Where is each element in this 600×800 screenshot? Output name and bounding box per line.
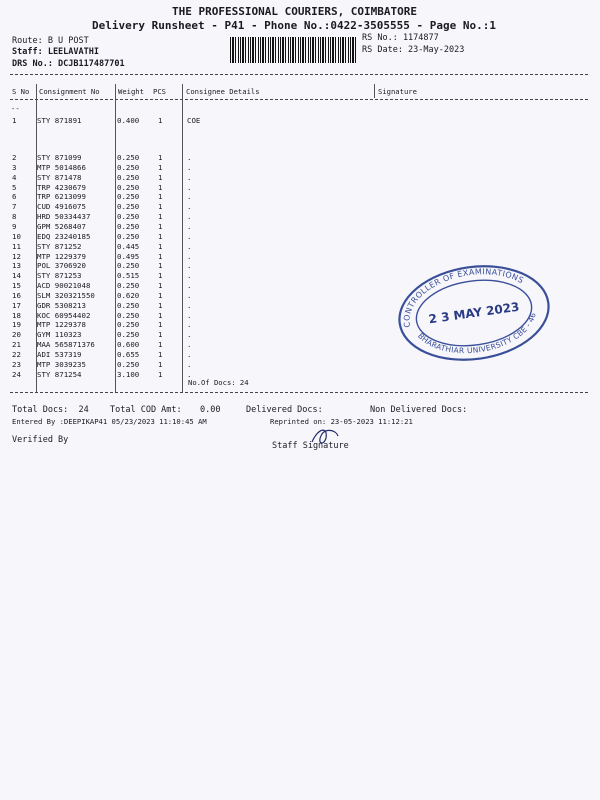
- row-consignment: MTP 1229378: [37, 320, 86, 330]
- row-pcs: 1: [158, 310, 163, 320]
- row-details: .: [187, 241, 192, 251]
- row-consignment: KOC 60954402: [37, 310, 91, 320]
- row-sno: 15: [12, 281, 21, 291]
- col-consignment: Consignment No: [39, 87, 100, 96]
- row-sno: 11: [12, 241, 21, 251]
- row-weight: 0.400: [117, 116, 140, 125]
- delivered-docs: Delivered Docs:: [246, 405, 323, 415]
- row-sno: 7: [12, 202, 17, 212]
- row-pcs: 1: [158, 290, 163, 300]
- row-weight: 0.250: [117, 281, 140, 291]
- row-consignment: STY 871099: [37, 153, 82, 162]
- row-weight: 0.250: [117, 202, 140, 212]
- row-pcs: 1: [158, 330, 163, 340]
- row-details: .: [187, 182, 192, 192]
- row-consignment: MAA 565871376: [37, 340, 95, 350]
- row-details: .: [187, 281, 192, 291]
- row-weight: 0.515: [117, 271, 140, 281]
- row-pcs: 1: [158, 320, 163, 330]
- row-sno: 14: [12, 271, 21, 281]
- row-sno: 2: [12, 153, 17, 162]
- row-pcs: 1: [158, 281, 163, 291]
- row-consignment: TRP 6213099: [37, 192, 86, 202]
- non-delivered-docs: Non Delivered Docs:: [370, 405, 468, 415]
- row-details: .: [187, 212, 192, 222]
- row-consignment: TRP 4230679: [37, 182, 86, 192]
- row-details: .: [187, 369, 192, 379]
- row-weight: 0.445: [117, 241, 140, 251]
- row-details: .: [187, 320, 192, 330]
- header-divider: [10, 99, 588, 100]
- row-consignment: GPM 5268407: [37, 221, 86, 231]
- row-sno: 22: [12, 350, 21, 359]
- row-pcs: 1: [158, 192, 163, 202]
- row-weight: 0.495: [117, 251, 140, 261]
- drs-number: DRS No.: DCJB117487701: [12, 59, 125, 69]
- col-weight: Weight: [118, 87, 144, 96]
- row-details: .: [187, 202, 192, 212]
- row-weight: 0.250: [117, 212, 140, 222]
- total-cod-value: 0.00: [200, 405, 221, 415]
- row-pcs: 1: [158, 153, 163, 162]
- row-details: .: [187, 162, 192, 172]
- row-consignment: STY 871253: [37, 271, 82, 281]
- row-details: .: [187, 261, 192, 271]
- row-pcs: 1: [158, 340, 163, 350]
- row-sno: 19: [12, 320, 21, 330]
- row-details: .: [187, 221, 192, 231]
- row-weight: 0.250: [117, 182, 140, 192]
- row-sno: 6: [12, 192, 17, 202]
- entered-by: Entered By :DEEPIKAP41 05/23/2023 11:10:45 AM: [12, 417, 207, 426]
- row-consignment: SLM 320321550: [37, 290, 95, 300]
- row-details: .: [187, 271, 192, 281]
- row-details: .: [187, 172, 192, 182]
- row-consignment: STY 871254: [37, 369, 82, 379]
- column-line: [115, 84, 116, 392]
- row-details: .: [187, 153, 192, 162]
- row-sno: 8: [12, 212, 17, 222]
- row-pcs: 1: [158, 202, 163, 212]
- row-details: .: [187, 359, 192, 369]
- row-sno: 4: [12, 172, 17, 182]
- row-pcs: 1: [158, 369, 163, 379]
- row-weight: 0.250: [117, 320, 140, 330]
- row-weight: 0.250: [117, 231, 140, 241]
- total-cod-label: Total COD Amt:: [110, 405, 182, 415]
- row-consignment: STY 871252: [37, 241, 82, 251]
- row-weight: 0.600: [117, 340, 140, 350]
- col-pcs: PCS: [153, 87, 166, 96]
- row-sno: 12: [12, 251, 21, 261]
- stamp-top-text: CONTROLLER OF EXAMINATIONS: [402, 267, 526, 329]
- row-sno: 20: [12, 330, 21, 340]
- row-consignment: POL 3706920: [37, 261, 86, 271]
- row-sno: 23: [12, 359, 21, 369]
- row-consignment: ACD 90021048: [37, 281, 91, 291]
- row-details: .: [187, 231, 192, 241]
- row-consignment: HRD 50334437: [37, 212, 91, 222]
- company-name: THE PROFESSIONAL COURIERS, COIMBATORE: [172, 5, 418, 18]
- row-weight: 0.250: [117, 310, 140, 320]
- row-weight: 0.250: [117, 261, 140, 271]
- stamp-date: 2 3 MAY 2023: [427, 299, 521, 327]
- row-consignment: EDQ 23240185: [37, 231, 91, 241]
- row-weight: 0.250: [117, 300, 140, 310]
- row-pcs: 1: [158, 116, 163, 125]
- row-weight: 0.655: [117, 350, 140, 359]
- col-sno: S No: [12, 87, 30, 96]
- row-sno: 3: [12, 162, 17, 172]
- staff-signature-label: Staff Signature: [272, 441, 349, 451]
- row-details: .: [187, 330, 192, 340]
- total-docs: Total Docs: 24: [12, 405, 89, 415]
- row-pcs: 1: [158, 221, 163, 231]
- row-weight: 0.250: [117, 192, 140, 202]
- row-consignment: STY 871478: [37, 172, 82, 182]
- row-consignment: GYM 110323: [37, 330, 82, 340]
- row-pcs: 1: [158, 350, 163, 359]
- row-pcs: 1: [158, 231, 163, 241]
- column-line: [182, 84, 183, 392]
- stamp-bottom-text: BHARATHIAR UNIVERSITY CBE - 46: [416, 311, 538, 356]
- row-sno: 24: [12, 369, 21, 379]
- row-pcs: 1: [158, 172, 163, 182]
- reprinted-on: Reprinted on: 23-05-2023 11:12:21: [270, 417, 413, 426]
- verified-by: Verified By: [12, 435, 69, 445]
- row-consignment: MTP 1229379: [37, 251, 86, 261]
- row-details: .: [187, 350, 192, 359]
- runsheet-title: Delivery Runsheet - P41 - Phone No.:0422-3505555 - Page No.:1: [92, 19, 496, 32]
- row-sno: 13: [12, 261, 21, 271]
- row-pcs: 1: [158, 261, 163, 271]
- row-consignment: GDR 5308213: [37, 300, 86, 310]
- row-details: .: [187, 340, 192, 350]
- row-pcs: 1: [158, 300, 163, 310]
- row-details: .: [187, 310, 192, 320]
- row-sno: 5: [12, 182, 17, 192]
- row-pcs: 1: [158, 182, 163, 192]
- university-stamp: [395, 262, 553, 364]
- row-consignment: MTP 5014866: [37, 162, 86, 172]
- row-pcs: 1: [158, 212, 163, 222]
- row-pcs: 1: [158, 241, 163, 251]
- row-weight: 0.250: [117, 172, 140, 182]
- row-sno: 17: [12, 300, 21, 310]
- row-sno: 18: [12, 310, 21, 320]
- row-details: COE: [187, 116, 201, 125]
- row-weight: 0.620: [117, 290, 140, 300]
- footer-divider: [10, 392, 588, 393]
- no-of-docs: No.Of Docs: 24: [188, 378, 249, 387]
- row-details: .: [187, 192, 192, 202]
- barcode: [230, 37, 358, 63]
- dash-mark: --: [11, 104, 20, 113]
- row-consignment: STY 871891: [37, 116, 82, 125]
- row-sno: 16: [12, 290, 21, 300]
- row-sno: 10: [12, 231, 21, 241]
- staff-label: Staff: LEELAVATHI: [12, 47, 99, 57]
- row-weight: 0.250: [117, 330, 140, 340]
- row-pcs: 1: [158, 359, 163, 369]
- col-signature: Signature: [378, 87, 417, 96]
- row-consignment: MTP 3039235: [37, 359, 86, 369]
- row-details: .: [187, 300, 192, 310]
- row-weight: 0.250: [117, 162, 140, 172]
- row-weight: 0.250: [117, 221, 140, 231]
- divider: [10, 74, 588, 75]
- row-details: .: [187, 290, 192, 300]
- rs-number: RS No.: 1174877: [362, 33, 439, 43]
- row-consignment: ADI 537319: [37, 350, 82, 359]
- row-details: .: [187, 251, 192, 261]
- route-label: Route: B U POST: [12, 36, 89, 46]
- rs-date: RS Date: 23-May-2023: [362, 45, 465, 55]
- row-weight: 0.250: [117, 359, 140, 369]
- row-weight: 3.100: [117, 369, 140, 379]
- signature-scribble: [308, 424, 342, 448]
- row-pcs: 1: [158, 162, 163, 172]
- row-sno: 9: [12, 221, 17, 231]
- col-consignee-details: Consignee Details: [186, 87, 260, 96]
- row-weight: 0.250: [117, 153, 140, 162]
- row-sno: 21: [12, 340, 21, 350]
- row-pcs: 1: [158, 271, 163, 281]
- row-sno: 1: [12, 116, 17, 125]
- row-consignment: CUD 4916075: [37, 202, 86, 212]
- row-pcs: 1: [158, 251, 163, 261]
- column-line: [374, 84, 375, 98]
